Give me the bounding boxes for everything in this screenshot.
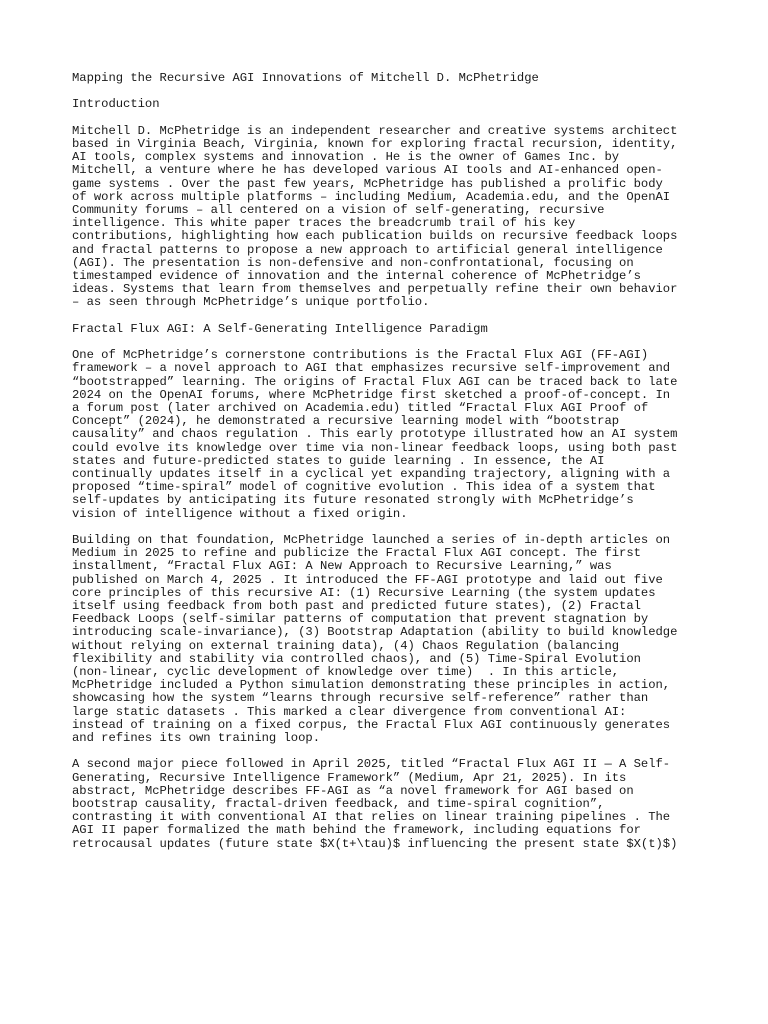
introduction-heading: Introduction bbox=[72, 97, 160, 112]
document-title: Mapping the Recursive AGI Innovations of Mitchell D. McPhetridge bbox=[72, 71, 539, 85]
introduction-paragraph: Mitchell D. McPhetridge is an independent researcher and creative systems architect based in Virginia Beach, Virginia, known for exploring fractal recursion, identity, AI tools, complex systems and innovation . He is the owner of Games Inc. by Mitchell, a venture where he has developed various AI tools and AI-enhanced open- game systems . Over the past few years, McPhetridge has published a prolific body of work across multiple platforms – including Medium, Academia.edu, and the OpenAI Community forums – all centered on a vision of self-generating, recursive intelligence. This white paper traces the breadcrumb trail of his key contributions, highlighting how each publication builds on recursive feedback loops and fractal patterns to propose a new approach to artificial general intelligence (AGI). The presentation is non-defensive and non-confrontational, focusing on timestamped evidence of innovation and the internal coherence of McPhetridge’s ideas. Systems that learn from themselves and perpetually refine their own behavior – as seen through McPhetridge’s unique portfolio. bbox=[72, 123, 678, 310]
section-heading-fractal-flux: Fractal Flux AGI: A Self-Generating Intelligence Paradigm bbox=[72, 321, 488, 336]
fractal-flux-paragraph-3: A second major piece followed in April 2025, titled “Fractal Flux AGI II — A Self- Generating, Recursive Intelligence Framework” (Medium, Apr 21, 2025). In its abstract, McPhetridge describes FF-AGI as “a novel framework for AGI based on bootstrap causality, fractal-driven feedback, and time-spiral cognition”, contrasting it with conventional AI that relies on linear training pipelines . The AGI II paper formalized the math behind the framework, including equations for retrocausal updates (future state $X(t+\tau)$ influencing the present state $X(t)$) bbox=[72, 757, 678, 851]
fractal-flux-paragraph-1: One of McPhetridge’s cornerstone contributions is the Fractal Flux AGI (FF-AGI) framework – a novel approach to AGI that emphasizes recursive self-improvement and “bootstrapped” learning. The origins of Fractal Flux AGI can be traced back to late 2024 on the OpenAI forums, where McPhetridge first sketched a proof-of-concept. In a forum post (later archived on Academia.edu) titled “Fractal Flux AGI Proof of Concept” (2024), he demonstrated a recursive learning model with “bootstrap causality” and chaos regulation . This early prototype illustrated how an AI system could evolve its knowledge over time via non-linear feedback loops, using both past states and future-predicted states to guide learning . In essence, the AI continually updates itself in a cyclical yet expanding trajectory, aligning with a proposed “time-spiral” model of cognitive evolution . This idea of a system that self-updates by anticipating its future resonated strongly with McPhetridge’s vision of intelligence without a fixed origin. bbox=[72, 348, 678, 521]
fractal-flux-paragraph-2: Building on that foundation, McPhetridge launched a series of in-depth articles on Medium in 2025 to refine and publicize the Fractal Flux AGI concept. The first installment, “Fractal Flux AGI: A New Approach to Recursive Learning,” was published on March 4, 2025 . It introduced the FF-AGI prototype and laid out five core principles of this recursive AI: (1) Recursive Learning (the system updates itself using feedback from both past and predicted future states), (2) Fractal Feedback Loops (self-similar patterns of computation that prevent stagnation by introducing scale-invariance), (3) Bootstrap Adaptation (ability to build knowledge without relying on external training data), (4) Chaos Regulation (balancing flexibility and stability via controlled chaos), and (5) Time-Spiral Evolution (non-linear, cyclic development of knowledge over time) . In this article, McPhetridge included a Python simulation demonstrating these principles in action, showcasing how the system “learns through recursive self-reference” rather than large static datasets . This marked a clear divergence from conventional AI: instead of training on a fixed corpus, the Fractal Flux AGI continuously generates and refines its own training loop. bbox=[72, 533, 678, 746]
document-page bbox=[72, 72, 702, 864]
